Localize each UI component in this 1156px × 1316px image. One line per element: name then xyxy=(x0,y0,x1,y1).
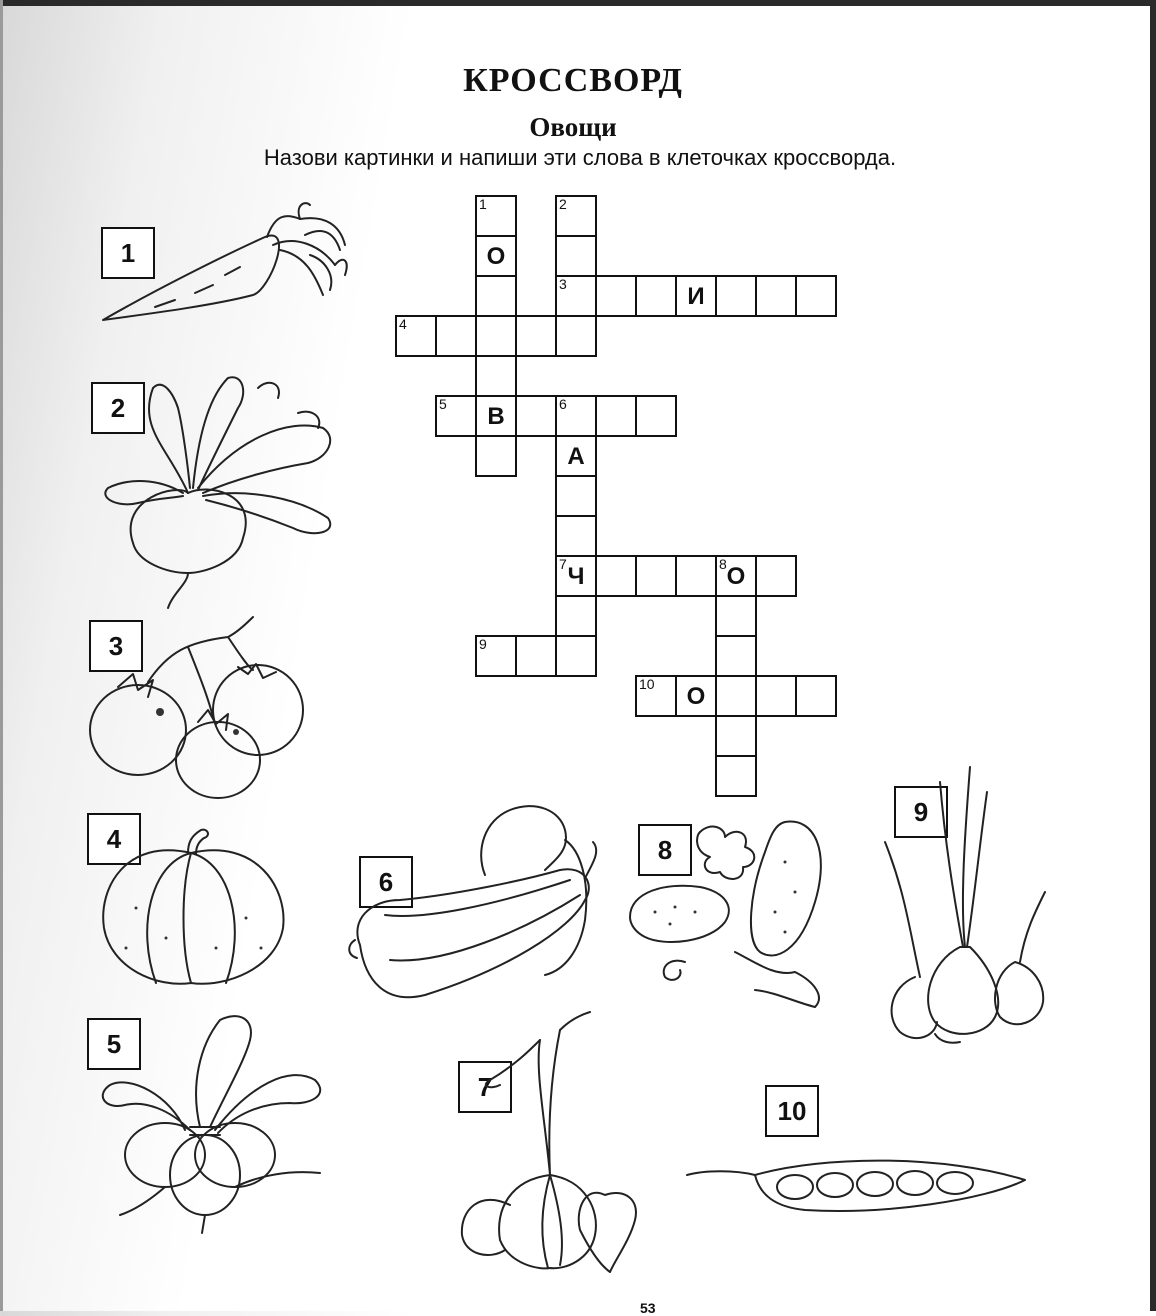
crossword-cell[interactable] xyxy=(475,435,517,477)
radish-icon xyxy=(90,1005,330,1235)
crossword-cell[interactable] xyxy=(755,675,797,717)
picture-number-2: 2 xyxy=(91,382,145,434)
garlic-icon xyxy=(450,1010,650,1275)
pumpkin-icon xyxy=(96,828,291,993)
crossword-cell[interactable] xyxy=(715,555,757,597)
given-letter: В xyxy=(487,403,505,430)
crossword-cell[interactable] xyxy=(555,635,597,677)
crossword-cell[interactable] xyxy=(635,555,677,597)
crossword-cell[interactable] xyxy=(755,555,797,597)
clue-number: 4 xyxy=(399,316,407,332)
clue-number: 2 xyxy=(559,196,567,212)
crossword-cell[interactable] xyxy=(715,755,757,797)
given-letter: О xyxy=(486,243,506,270)
crossword-cell[interactable] xyxy=(475,195,517,237)
given-letter: О xyxy=(686,683,706,710)
crossword-cell[interactable] xyxy=(795,275,837,317)
crossword-cell[interactable] xyxy=(755,275,797,317)
crossword-cell[interactable] xyxy=(595,555,637,597)
picture-number-10: 10 xyxy=(765,1085,819,1137)
given-letter: И xyxy=(687,283,705,310)
onion-icon xyxy=(875,762,1060,1047)
crossword-cell[interactable] xyxy=(555,595,597,637)
crossword-cell[interactable] xyxy=(435,395,477,437)
picture-number-8: 8 xyxy=(638,824,692,876)
crossword-cell[interactable] xyxy=(675,675,717,717)
crossword-cell[interactable] xyxy=(475,635,517,677)
clue-number: 8 xyxy=(719,556,727,572)
carrot-icon xyxy=(95,195,355,330)
picture-number-7: 7 xyxy=(458,1061,512,1113)
crossword-cell[interactable] xyxy=(715,275,757,317)
clue-number: 10 xyxy=(639,676,655,692)
page-border-top xyxy=(0,0,1156,6)
picture-number-4: 4 xyxy=(87,813,141,865)
tomato-icon xyxy=(88,612,313,802)
cucumber-icon xyxy=(625,812,850,1012)
crossword-cell[interactable] xyxy=(635,275,677,317)
clue-number: 7 xyxy=(559,556,567,572)
crossword-cell[interactable] xyxy=(555,195,597,237)
crossword-cell[interactable] xyxy=(555,435,597,477)
picture-number-1: 1 xyxy=(101,227,155,279)
clue-number: 9 xyxy=(479,636,487,652)
crossword-cell[interactable] xyxy=(515,635,557,677)
crossword-cell[interactable] xyxy=(515,315,557,357)
crossword-cell[interactable] xyxy=(475,395,517,437)
page-border-left xyxy=(0,0,3,1311)
crossword-cell[interactable] xyxy=(675,555,717,597)
crossword-cell[interactable] xyxy=(715,595,757,637)
crossword-cell[interactable] xyxy=(635,675,677,717)
crossword-cell[interactable] xyxy=(555,555,597,597)
crossword-cell[interactable] xyxy=(555,235,597,277)
instruction-text: Назови картинки и напиши эти слова в клеточках кроссворда. xyxy=(263,145,897,170)
crossword-cell[interactable] xyxy=(555,515,597,557)
crossword-cell[interactable] xyxy=(555,475,597,517)
picture-number-6: 6 xyxy=(359,856,413,908)
crossword-cell[interactable] xyxy=(595,275,637,317)
zucchini-icon xyxy=(345,800,605,1005)
pea-pod-icon xyxy=(685,1135,1035,1225)
clue-number: 5 xyxy=(439,396,447,412)
crossword-cell[interactable] xyxy=(475,235,517,277)
beet-icon xyxy=(98,368,348,613)
crossword-cell[interactable] xyxy=(475,275,517,317)
picture-number-9: 9 xyxy=(894,786,948,838)
clue-number: 6 xyxy=(559,396,567,412)
given-letter: О xyxy=(726,563,746,590)
page-number: 53 xyxy=(640,1300,656,1316)
page-title: КРОССВОРД xyxy=(463,62,683,99)
crossword-cell[interactable] xyxy=(395,315,437,357)
crossword-cell[interactable] xyxy=(715,715,757,757)
crossword-cell[interactable] xyxy=(715,635,757,677)
crossword-cell[interactable] xyxy=(435,315,477,357)
crossword-cell[interactable] xyxy=(715,675,757,717)
clue-number: 3 xyxy=(559,276,567,292)
crossword-cell[interactable] xyxy=(595,395,637,437)
clue-number: 1 xyxy=(479,196,487,212)
picture-number-5: 5 xyxy=(87,1018,141,1070)
crossword-cell[interactable] xyxy=(555,395,597,437)
page-border-right xyxy=(1150,0,1156,1311)
crossword-cell[interactable] xyxy=(555,275,597,317)
crossword-cell[interactable] xyxy=(675,275,717,317)
crossword-cell[interactable] xyxy=(795,675,837,717)
given-letter: А xyxy=(567,443,585,470)
given-letter: Ч xyxy=(567,563,585,590)
crossword-cell[interactable] xyxy=(475,355,517,397)
crossword-cell[interactable] xyxy=(475,315,517,357)
picture-number-3: 3 xyxy=(89,620,143,672)
crossword-cell[interactable] xyxy=(635,395,677,437)
page-subtitle: Овощи xyxy=(529,112,617,142)
crossword-cell[interactable] xyxy=(515,395,557,437)
crossword-cell[interactable] xyxy=(555,315,597,357)
